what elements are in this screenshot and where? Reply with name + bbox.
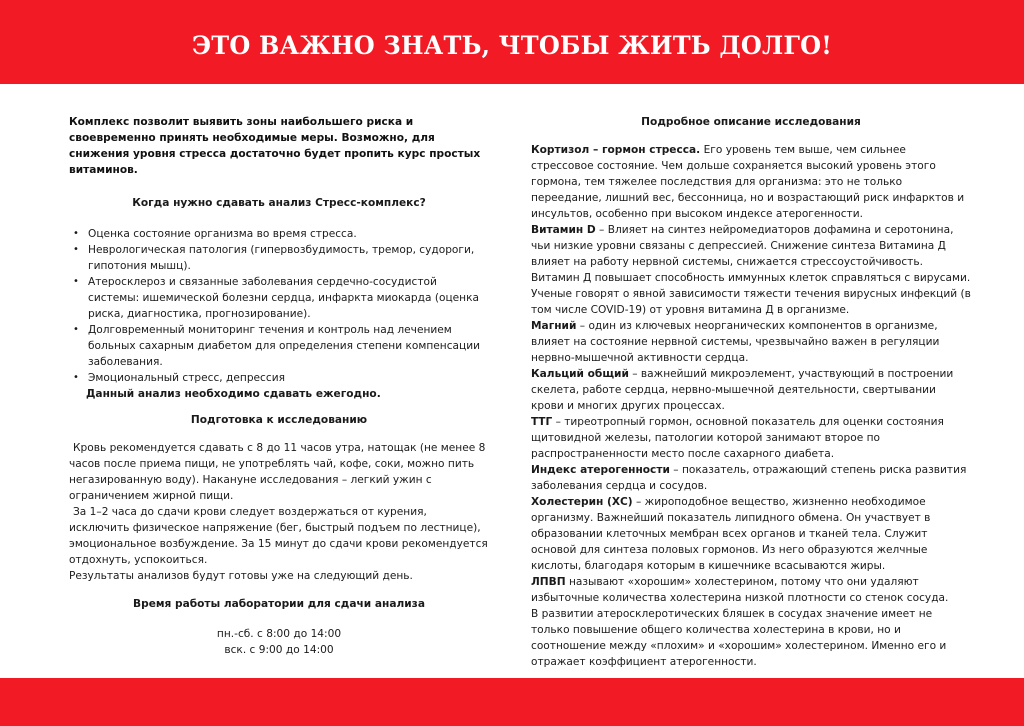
footer-banner	[0, 678, 1024, 726]
hours-weekdays: пн.-сб. с 8:00 до 14:00	[216, 628, 342, 640]
list-item: • Атеросклероз и связанные заболевания сердечно-сосудистой системы: ишемической болезни сердца, инфаркта миокарда (оценка риска, диагностика, прогнозирование).	[88, 274, 489, 322]
entry-magnesium	[531, 318, 971, 366]
entry-tsh	[531, 414, 971, 462]
entry-vitamin-d	[531, 222, 971, 318]
entry-term: ЛПВП	[531, 576, 566, 588]
results-note: Результаты анализов будут готовы уже на следующий день.	[69, 570, 413, 582]
list-item: • Эмоциональный стресс, депрессия	[88, 370, 489, 386]
entry-term: Индекс атерогенности	[531, 464, 670, 476]
list-item: • Оценка состояние организма во время стресса.	[88, 226, 489, 242]
list-item: • Долговременный мониторинг течения и контроль над лечением больных сахарным диабетом для определения степени компенсации заболевания.	[88, 322, 489, 370]
entry-cortisol	[531, 142, 971, 222]
entry-text: – Влияет на синтез нейромедиаторов дофамина и серотонина, чьи низкие уровни связаны с депрессией. Снижение синтеза Витамина Д влияет на работу нервной системы, снижается стрессоустойчивость. Витамин Д повышает способность иммунных клеток справляться с вирусами. Ученые говорят о явной зависимости тяжести течения вирусных инфекций (в том числе COVID-19) от уровня витамина Д в организме.	[531, 224, 971, 316]
entry-term: ТТГ	[531, 416, 553, 428]
entry-cholesterol	[531, 494, 971, 574]
entry-calcium	[531, 366, 971, 414]
list-item: • Неврологическая патология (гипервозбудимость, тремор, судороги, гипотония мышц).	[88, 242, 489, 274]
hours-heading: Время работы лаборатории для сдачи анализа	[133, 598, 425, 610]
prep-heading: Подготовка к исследованию	[190, 414, 368, 426]
page-title: ЭТО ВАЖНО ЗНАТЬ, ЧТОБЫ ЖИТЬ ДОЛГО!	[192, 31, 832, 60]
entry-text: Его уровень тем выше, чем сильнее стрессовое состояние. Чем дольше сохраняется высокий уровень этого гормона, тем тяжелее последствия для организма: это не только переедание, лишний вес, бессонница, но и возрастающий риск инфарктов и инсультов, особенно при высоком индексе атерогенности.	[531, 144, 965, 220]
entry-text: – один из ключевых неорганических компонентов в организме, влияет на состояние нервной системы, чрезвычайно важен в регуляции нервно-мышечной активности сердца.	[531, 320, 940, 364]
entry-term: Кортизол – гормон стресса.	[531, 144, 701, 156]
entry-term: Витамин D	[531, 224, 596, 236]
entry-term: Кальций общий	[531, 368, 629, 380]
prep-paragraph-2: За 1–2 часа до сдачи крови следует воздержаться от курения, исключить физическое напряжение (бег, быстрый подъем по лестнице), эмоциональное возбуждение. За 15 минут до сдачи крови рекомендуется отдохнуть, успокоиться.	[69, 506, 488, 566]
closing-paragraph: В развитии атеросклеротических бляшек в сосудах значение имеет не только повышение общего количества холестерина в крови, но и соотношение между «плохим» и «хорошим» холестерином. Именно его и отражает коэффициент атерогенности.	[531, 608, 947, 668]
entry-text: – важнейший микроэлемент, участвующий в построении скелета, работе сердца, нервно-мышечной деятельности, свертывании крови и многих других процессах.	[531, 368, 954, 412]
hours-sunday: вск. с 9:00 до 14:00	[224, 644, 334, 656]
when-heading: Когда нужно сдавать анализ Стресс-комплекс?	[132, 197, 426, 209]
left-column	[69, 114, 489, 658]
right-column	[531, 114, 971, 670]
header-banner	[0, 0, 1024, 84]
entry-text: называют «хорошим» холестерином, потому что они удаляют избыточные количества холестерина низкой плотности со стенок сосуда.	[531, 576, 949, 604]
when-list	[69, 226, 489, 386]
intro-paragraph: Комплекс позволит выявить зоны наибольшего риска и своевременно принять необходимые меры. Возможно, для снижения уровня стресса достаточно будет пропить курс простых витаминов.	[69, 116, 481, 176]
entry-term: Холестерин (ХС)	[531, 496, 633, 508]
entry-hdl	[531, 574, 971, 606]
entry-text: – тиреотропный гормон, основной показатель для оценки состояния щитовидной железы, патологии которой занимают второе по распространенности место после сахарного диабета.	[531, 416, 944, 460]
entry-atherogenic-index	[531, 462, 971, 494]
prep-paragraph-1: Кровь рекомендуется сдавать с 8 до 11 часов утра, натощак (не менее 8 часов после приема пищи, не употреблять чай, кофе, соки, можно пить негазированную воду). Накануне исследования – легкий ужин с ограничением жирной пищи.	[69, 442, 486, 502]
entry-term: Магний	[531, 320, 577, 332]
yearly-note: Данный анализ необходимо сдавать ежегодно.	[86, 388, 381, 400]
entry-text: – показатель, отражающий степень риска развития заболевания сердца и сосудов.	[531, 464, 967, 492]
entry-text: – жироподобное вещество, жизненно необходимое организму. Важнейший показатель липидного обмена. Он участвует в образовании клеточных мембран всех органов и тканей тела. Служит основой для синтеза половых гормонов. Из него образуются желчные кислоты, благодаря которым в кишечнике всасываются жиры.	[531, 496, 931, 572]
description-heading: Подробное описание исследования	[641, 116, 861, 128]
